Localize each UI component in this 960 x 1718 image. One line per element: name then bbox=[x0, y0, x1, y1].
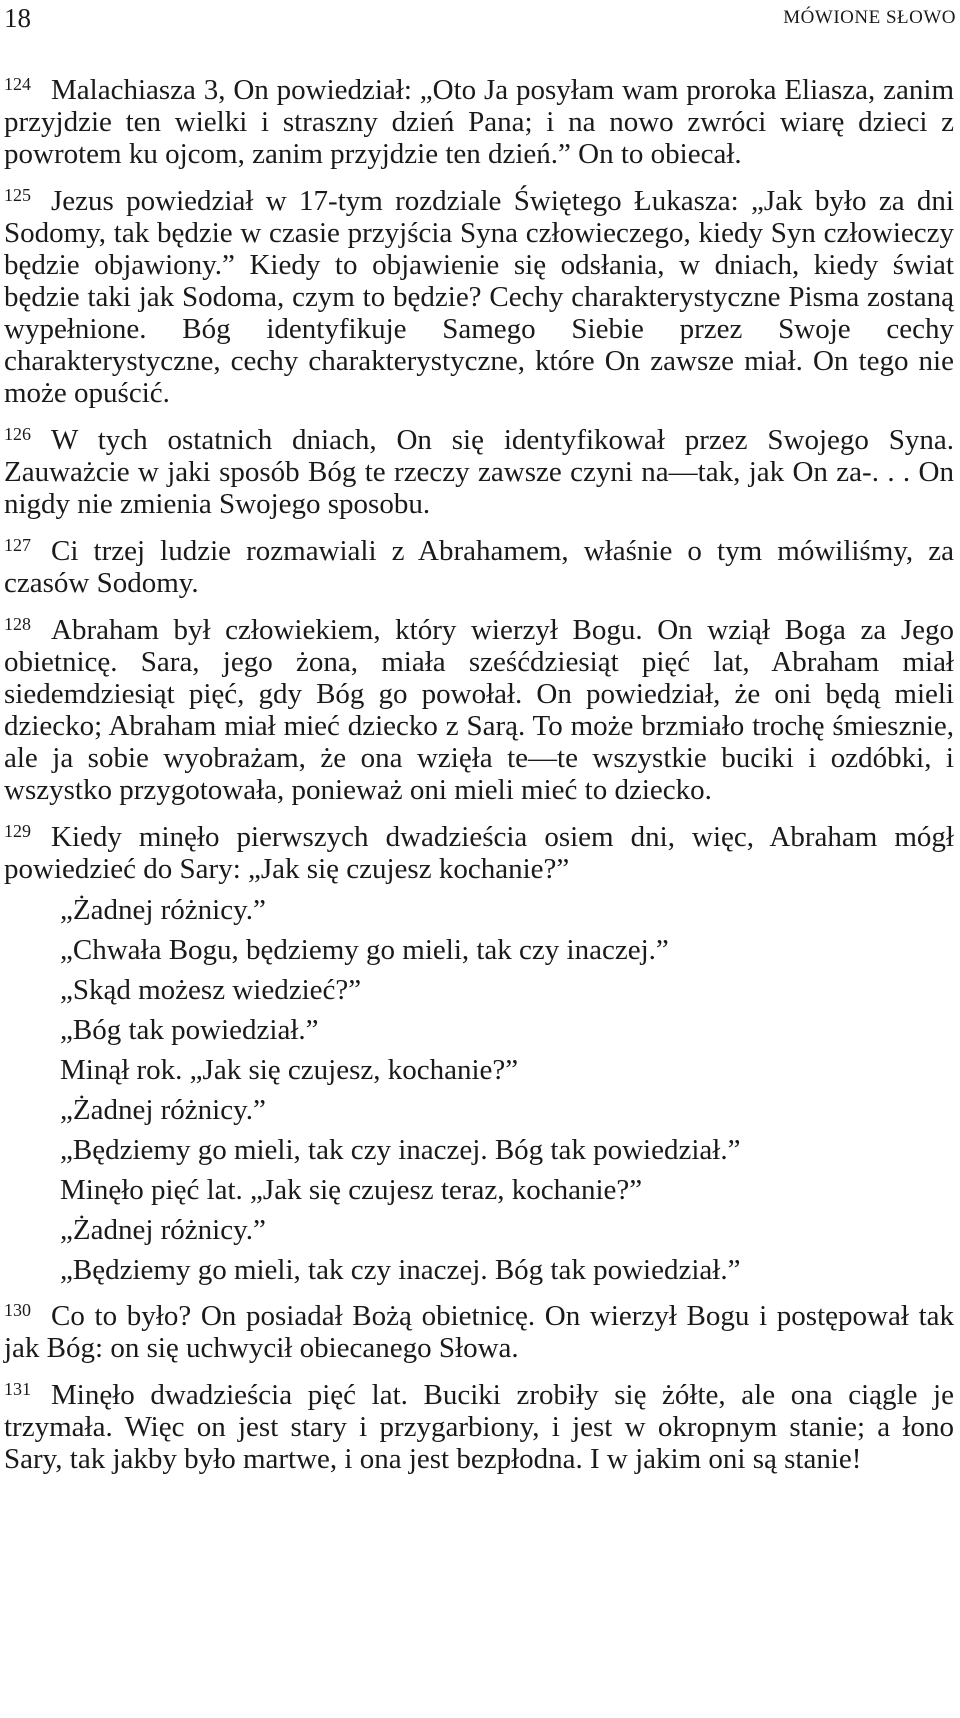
dialogue-line: „Żadnej różnicy.” bbox=[60, 894, 266, 926]
paragraph-128 bbox=[4, 608, 954, 806]
dialogue-line: „Żadnej różnicy.” bbox=[60, 1214, 266, 1246]
dialogue-line: „Żadnej różnicy.” bbox=[60, 1094, 266, 1126]
page-number: 18 bbox=[4, 3, 31, 33]
paragraph-129 bbox=[4, 815, 954, 885]
paragraph-125 bbox=[4, 179, 954, 409]
dialogue-line: Minęło pięć lat. „Jak się czujesz teraz, kochanie?” bbox=[60, 1174, 643, 1206]
paragraph-number: 124 bbox=[4, 74, 31, 94]
dialogue-line: „Bóg tak powiedział.” bbox=[60, 1014, 319, 1046]
paragraph-text: Co to było? On posiadał Bożą obietnicę. On wierzył Bogu i postępował tak jak Bóg: on się uchwycił obiecanego Słowa. bbox=[4, 1300, 954, 1364]
dialogue-line: Minął rok. „Jak się czujesz, kochanie?” bbox=[60, 1054, 519, 1086]
paragraph-number: 131 bbox=[4, 1379, 31, 1399]
paragraph-text: Minęło dwadzieścia pięć lat. Buciki zrobiły się żółte, ale ona ciągle je trzymała. Więc on jest stary i przygarbiony, i jest w okropnym stanie; a łono Sary, tak jakby było martwe, i ona jest bezpłodna. I w jakim oni są stanie! bbox=[4, 1379, 954, 1475]
dialogue-line: „Chwała Bogu, będziemy go mieli, tak czy inaczej.” bbox=[60, 934, 669, 966]
paragraph-text: Malachiasza 3, On powiedział: „Oto Ja posyłam wam proroka Eliasza, zanim przyjdzie ten wielki i straszny dzień Pana; i na nowo zwróci wiarę dzieci z powrotem ku ojcom, zanim przyjdzie ten dzień.” On to obiecał. bbox=[4, 74, 954, 170]
paragraph-text: Kiedy minęło pierwszych dwadzieścia osiem dni, więc, Abraham mógł powiedzieć do Sary: „Jak się czujesz kochanie?” bbox=[4, 821, 954, 885]
body-text bbox=[4, 68, 954, 1484]
running-title: MÓWIONE SŁOWO bbox=[783, 7, 956, 28]
dialogue-line: „Będziemy go mieli, tak czy inaczej. Bóg tak powiedział.” bbox=[60, 1134, 741, 1166]
paragraph-number: 130 bbox=[4, 1300, 31, 1320]
paragraph-130 bbox=[4, 1294, 954, 1364]
paragraph-text: Ci trzej ludzie rozmawiali z Abrahamem, właśnie o tym mówiliśmy, za czasów Sodomy. bbox=[4, 535, 954, 599]
paragraph-text: W tych ostatnich dniach, On się identyfikował przez Swojego Syna. Zauważcie w jaki sposób Bóg te rzeczy zawsze czyni na—tak, jak On za-. . . On nigdy nie zmienia Swojego sposobu. bbox=[4, 424, 954, 520]
paragraph-131 bbox=[4, 1373, 954, 1475]
paragraph-text: Abraham był człowiekiem, który wierzył Bogu. On wziął Boga za Jego obietnicę. Sara, jego żona, miała sześćdziesiąt pięć lat, Abraham miał siedemdziesiąt pięć, gdy Bóg go powołał. On powiedział, że oni będą mieli dziecko; Abraham miał mieć dziecko z Sarą. To może brzmiało trochę śmiesznie, ale ja sobie wyobrażam, że ona wzięła te—te wszystkie buciki i ozdóbki, i wszystko przygotowała, ponieważ oni mieli mieć to dziecko. bbox=[4, 614, 954, 806]
paragraph-124 bbox=[4, 68, 954, 170]
paragraph-number: 128 bbox=[4, 614, 31, 634]
paragraph-number: 126 bbox=[4, 424, 31, 444]
paragraph-number: 127 bbox=[4, 535, 31, 555]
dialogue-line: „Skąd możesz wiedzieć?” bbox=[60, 974, 362, 1006]
paragraph-number: 125 bbox=[4, 185, 31, 205]
paragraph-127 bbox=[4, 529, 954, 599]
dialogue-line: „Będziemy go mieli, tak czy inaczej. Bóg tak powiedział.” bbox=[60, 1254, 741, 1286]
paragraph-126 bbox=[4, 418, 954, 520]
paragraph-number: 129 bbox=[4, 821, 31, 841]
paragraph-text: Jezus powiedział w 17-tym rozdziale Świętego Łukasza: „Jak było za dni Sodomy, tak będzie w czasie przyjścia Syna człowieczego, kiedy Syn człowieczy będzie objawiony.” Kiedy to objawienie się odsłania, w dniach, kiedy świat będzie taki jak Sodoma, czym to będzie? Cechy charakterystyczne Pisma zostaną wypełnione. Bóg identyfikuje Samego Siebie przez Swoje cechy charakterystyczne, cechy charakterystyczne, które On zawsze miał. On tego nie może opuścić. bbox=[4, 185, 954, 409]
